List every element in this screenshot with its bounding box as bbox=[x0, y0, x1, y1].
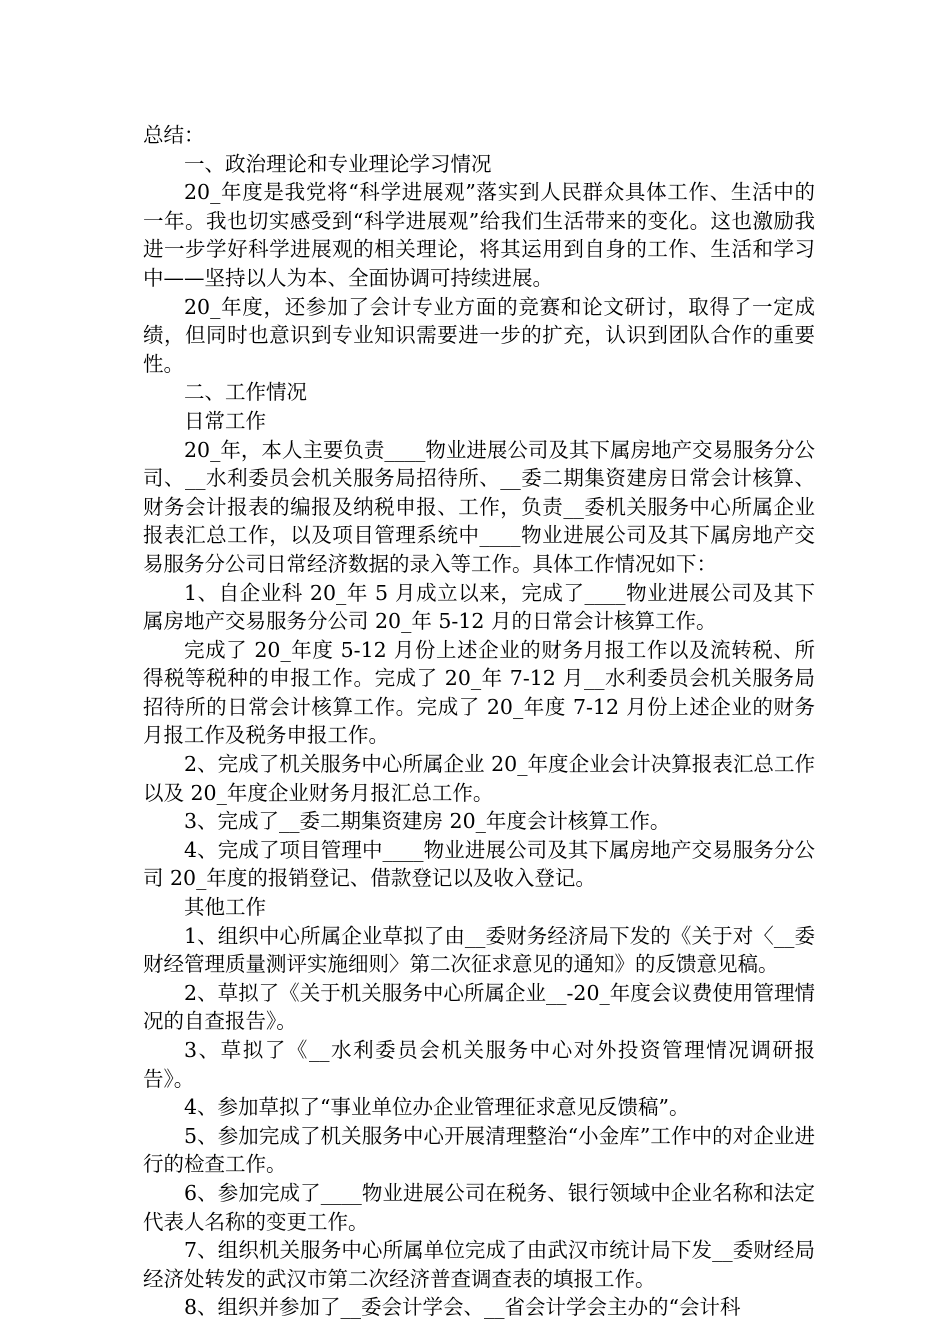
list-item: 1、组织中心所属企业草拟了由__委财务经济局下发的《关于对〈__委财经管理质量测评实施细则〉第二次征求意见的通知》的反馈意见稿。 bbox=[143, 923, 815, 977]
list-item: 3、完成了__委二期集资建房 20_年度会计核算工作。 bbox=[184, 809, 671, 834]
list-item: 7、组织机关服务中心所属单位完成了由武汉市统计局下发__委财经局经济处转发的武汉市第二次经济普查调查表的填报工作。 bbox=[143, 1238, 815, 1291]
list-item: 8、组织并参加了__委会计学会、__省会计学会主办的“会计科 bbox=[184, 1295, 741, 1320]
section-heading-theory-study: 一、政治理论和专业理论学习情况 bbox=[184, 151, 492, 176]
list-item: 4、参加草拟了“事业单位办企业管理征求意见反馈稿”。 bbox=[184, 1095, 690, 1120]
paragraph: 完成了 20_年度 5-12 月份上述企业的财务月报工作以及流转税、所得税等税种的申报工作。完成了 20_年 7-12 月__水利委员会机关服务局招待所的日常会计核算工作。完成了 20_年度 7-12 月份上述企业的财务月报工作及税务申报工作。 bbox=[143, 637, 815, 748]
document-body bbox=[143, 121, 815, 1322]
subsection-heading-daily-work: 日常工作 bbox=[184, 408, 266, 433]
subsection-heading-other-work: 其他工作 bbox=[184, 895, 266, 920]
summary-heading: 总结： bbox=[143, 123, 205, 147]
list-item: 3、草拟了《__水利委员会机关服务中心对外投资管理情况调研报告》。 bbox=[143, 1038, 815, 1091]
list-item: 5、参加完成了机关服务中心开展清理整治“小金库”工作中的对企业进行的检查工作。 bbox=[143, 1123, 815, 1177]
list-item: 2、完成了机关服务中心所属企业 20_年度企业会计决算报表汇总工作以及 20_年度企业财务月报汇总工作。 bbox=[143, 752, 815, 805]
paragraph: 20_年，本人主要负责____物业进展公司及其下属房地产交易服务分公司、__水利委员会机关服务局招待所、__委二期集资建房日常会计核算、财务会计报表的编报及纳税申报、工作，负责__委机关服务中心所属企业报表汇总工作，以及项目管理系统中____物业进展公司及其下属房地产交易服务分公司日常经济数据的录入等工作。具体工作情况如下： bbox=[143, 437, 815, 576]
list-item: 4、完成了项目管理中____物业进展公司及其下属房地产交易服务分公司 20_年度的报销登记、借款登记以及收入登记。 bbox=[143, 837, 815, 891]
list-item: 1、自企业科 20_年 5 月成立以来，完成了____物业进展公司及其下属房地产交易服务分公司 20_年 5-12 月的日常会计核算工作。 bbox=[143, 580, 815, 634]
list-item: 6、参加完成了____物业进展公司在税务、银行领域中企业名称和法定代表人名称的变更工作。 bbox=[143, 1180, 815, 1234]
list-item: 2、草拟了《关于机关服务中心所属企业__-20_年度会议费使用管理情况的自查报告》。 bbox=[143, 980, 815, 1034]
paragraph: 20_年度，还参加了会计专业方面的竞赛和论文研讨，取得了一定成绩，但同时也意识到专业知识需要进一步的扩充，认识到团队合作的重要性。 bbox=[143, 294, 815, 376]
section-heading-work: 二、工作情况 bbox=[184, 380, 307, 405]
paragraph: 20_年度是我党将“科学进展观”落实到人民群众具体工作、生活中的一年。我也切实感受到“科学进展观”给我们生活带来的变化。这也激励我进一步学好科学进展观的相关理论，将其运用到自身的工作、生活和学习中——坚持以人为本、全面协调可持续进展。 bbox=[143, 180, 815, 290]
